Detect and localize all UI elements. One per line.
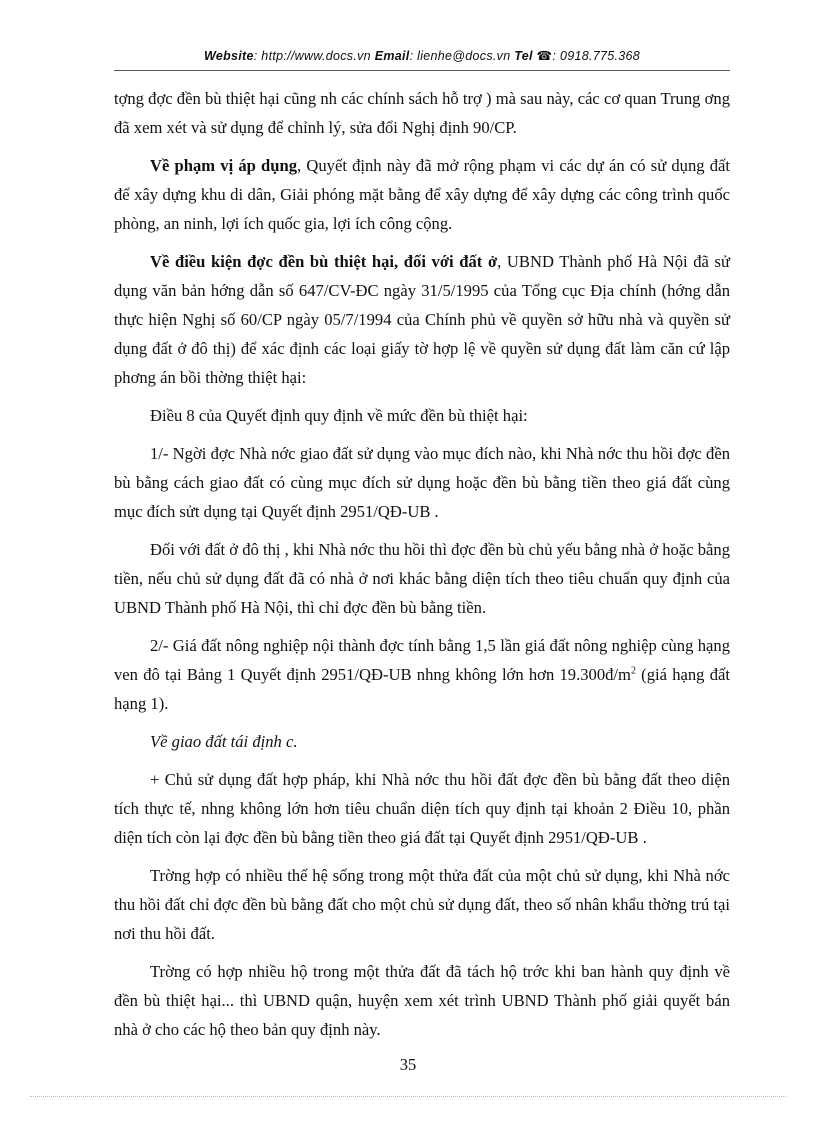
- section-subheading: Về giao đất tái định c.: [150, 732, 298, 751]
- email-value: : lienhe@docs.vn: [409, 49, 511, 63]
- tel-label: Tel: [514, 49, 533, 63]
- tel-value: : 0918.775.368: [552, 49, 641, 63]
- paragraph-heading: Về điều kiện đợc đền bù thiệt hại, đối với đất ở: [150, 252, 498, 271]
- email-label: Email: [374, 49, 410, 63]
- document-body: [114, 84, 730, 1053]
- page-bottom-border: [30, 1096, 786, 1097]
- paragraph: Trờng có hợp nhiều hộ trong một thửa đất đã tách hộ trớc khi ban hành quy định về đền bù thiệt hại... thì UBND quận, huyện xem xét trình UBND Thành phố giải quyết bán nhà ở cho các hộ theo bản quy định này.: [114, 962, 730, 1039]
- paragraph: [114, 151, 730, 238]
- website-label: Website: [203, 49, 254, 63]
- paragraph: [114, 631, 730, 718]
- superscript: 2: [630, 665, 636, 677]
- header-divider: [114, 70, 730, 71]
- paragraph: Đối với đất ở đô thị , khi Nhà nớc thu hồi thì đợc đền bù chủ yếu bằng nhà ở hoặc bằng tiền, nếu chủ sử dụng đất đã có nhà ở nơi khác bằng diện tích theo tiêu chuẩn quy định của UBND Thành phố Hà Nội, thì chỉ đợc đền bù bằng tiền.: [114, 540, 730, 617]
- paragraph: tợng đợc đền bù thiệt hại cũng nh các chính sách hỗ trợ ) mà sau này, các cơ quan Trung ơng đã xem xét và sử dụng để chỉnh lý, sửa đổi Nghị định 90/CP.: [114, 89, 730, 137]
- paragraph: + Chủ sử dụng đất hợp pháp, khi Nhà nớc thu hồi đất đợc đền bù bằng đất theo diện tích thực tế, nhng không lớn hơn tiêu chuẩn diện tích quy định tại khoản 2 Điều 10, phần diện tích còn lại đợc đền bù bằng tiền theo giá đất tại Quyết định 2951/QĐ-UB .: [114, 770, 730, 847]
- page-number: 35: [399, 1055, 417, 1074]
- paragraph-text: (giá hạng đất hạng 1).: [114, 665, 730, 713]
- page-header: [114, 48, 730, 63]
- paragraph: 1/- Ngời đợc Nhà nớc giao đất sử dụng vào mục đích nào, khi Nhà nớc thu hồi đợc đền bù bằng cách giao đất có cùng mục đích sử dụng hoặc đền bù bằng tiền theo giá đất cùng mục đích sửt dụng tại Quyết định 2951/QĐ-UB .: [114, 444, 730, 521]
- paragraph-text: , UBND Thành phố Hà Nội đã sử dụng văn bản hớng dẫn số 647/CV-ĐC ngày 31/5/1995 của Tổng cục Địa chính (hớng dẫn thực hiện Nghị số 60/CP ngày 05/7/1994 của Chính phủ về quyền sở hữu nhà và quyền sử dụng đất ở đô thị) để xác định các loại giấy tờ hợp lệ về quyền sử dụng đất làm căn cứ lập phơng án bồi thờng thiệt hại:: [114, 252, 730, 387]
- paragraph: Điều 8 của Quyết định quy định về mức đền bù thiệt hại:: [150, 406, 528, 425]
- paragraph-heading: Về phạm vị áp dụng: [150, 156, 298, 175]
- paragraph-text: , Quyết định này đã mở rộng phạm vi các dự án có sử dụng đất để xây dựng khu di dân, Giải phóng mặt bằng để xây dựng để xây dựng các công trình quốc phòng, an ninh, lợi ích quốc gia, lợi ích công cộng.: [114, 156, 730, 233]
- paragraph: Trờng hợp có nhiều thế hệ sống trong một thửa đất của một chủ sử dụng, khi Nhà nớc thu hồi đất chỉ đợc đền bù bằng đất cho một chủ sử dụng đất, theo số nhân khẩu thờng trú tại nơi thu hồi đất.: [114, 866, 730, 943]
- phone-icon: ☎: [536, 49, 553, 63]
- paragraph-text: 2/- Giá đất nông nghiệp nội thành đợc tính bằng 1,5 lần giá đất nông nghiệp cùng hạng ven đô tại Bảng 1 Quyết định 2951/QĐ-UB nhng không lớn hơn 19.300đ/m: [114, 636, 730, 684]
- paragraph: [114, 247, 730, 392]
- website-value: : http://www.docs.vn: [253, 49, 371, 63]
